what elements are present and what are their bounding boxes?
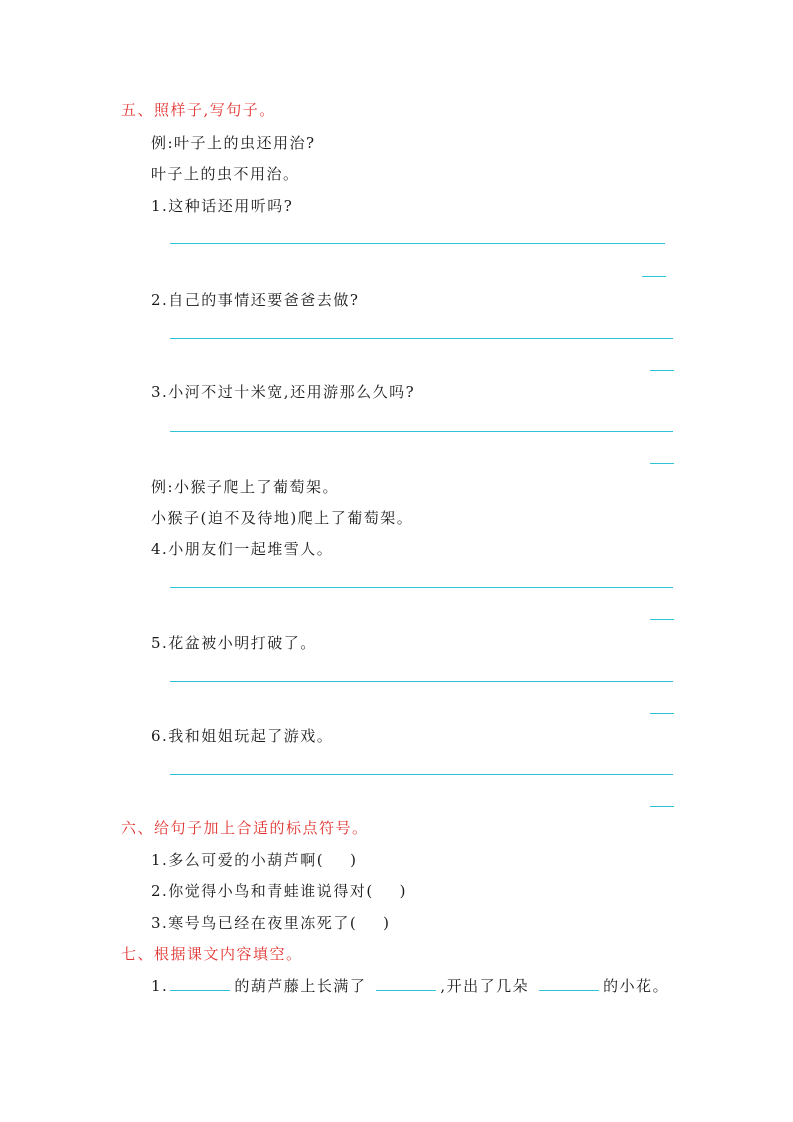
punctuation-item-3-close: ) [383, 914, 391, 932]
question-1: 1.这种话还用听吗? [151, 197, 294, 215]
question-3: 3.小河不过十米宽,还用游那么久吗? [151, 383, 416, 401]
question-2: 2.自己的事情还要爸爸去做? [151, 291, 360, 309]
punctuation-item-2-text: 2.你觉得小鸟和青蛙谁说得对( [151, 882, 374, 900]
answer-line-1[interactable] [170, 243, 665, 244]
answer-line-4[interactable] [170, 587, 673, 588]
answer-line-4-end[interactable] [650, 619, 674, 620]
punctuation-item-3 [151, 913, 391, 933]
answer-line-6-end[interactable] [650, 806, 674, 807]
punctuation-item-1-text: 1.多么可爱的小葫芦啊( [151, 851, 325, 869]
answer-line-5[interactable] [170, 681, 673, 682]
answer-line-5-end[interactable] [650, 713, 674, 714]
punctuation-item-2-close: ) [399, 882, 408, 900]
punctuation-item-3-text: 3.寒号鸟已经在夜里冻死了( [151, 914, 358, 932]
fill-blank-1[interactable] [170, 976, 230, 991]
question-4: 4.小朋友们一起堆雪人。 [151, 540, 334, 558]
section-7-title: 七、根据课文内容填空。 [121, 945, 303, 963]
answer-line-6[interactable] [170, 774, 673, 775]
answer-line-3[interactable] [170, 431, 673, 432]
fill-item-1-part-2: ,开出了几朵 [440, 977, 530, 995]
answer-line-1-end[interactable] [642, 276, 666, 277]
example-question: 例:叶子上的虫还用治? [151, 134, 316, 152]
answer-line-2[interactable] [170, 338, 673, 339]
section-5-title: 五、照样子,写句子。 [121, 101, 276, 119]
fill-item-1-part-1: 的葫芦藤上长满了 [234, 977, 367, 995]
fill-item-1-part-3: 的小花。 [603, 977, 670, 995]
answer-line-3-end[interactable] [650, 463, 674, 464]
punctuation-item-1 [151, 850, 358, 870]
question-6: 6.我和姐姐玩起了游戏。 [151, 727, 334, 745]
fill-blank-3[interactable] [539, 976, 599, 991]
fill-item-1-number: 1. [151, 977, 169, 995]
answer-line-2-end[interactable] [650, 370, 674, 371]
punctuation-item-1-close: ) [350, 851, 358, 869]
example2-answer: 小猴子(迫不及待地)爬上了葡萄架。 [151, 509, 414, 527]
section-6-title: 六、给句子加上合适的标点符号。 [121, 819, 369, 837]
example2-question: 例:小猴子爬上了葡萄架。 [151, 478, 340, 496]
question-5: 5.花盆被小明打破了。 [151, 634, 317, 652]
punctuation-item-2 [151, 881, 407, 901]
example-answer: 叶子上的虫不用治。 [151, 165, 300, 183]
fill-blank-2[interactable] [376, 976, 436, 991]
fill-item-1 [151, 976, 669, 996]
